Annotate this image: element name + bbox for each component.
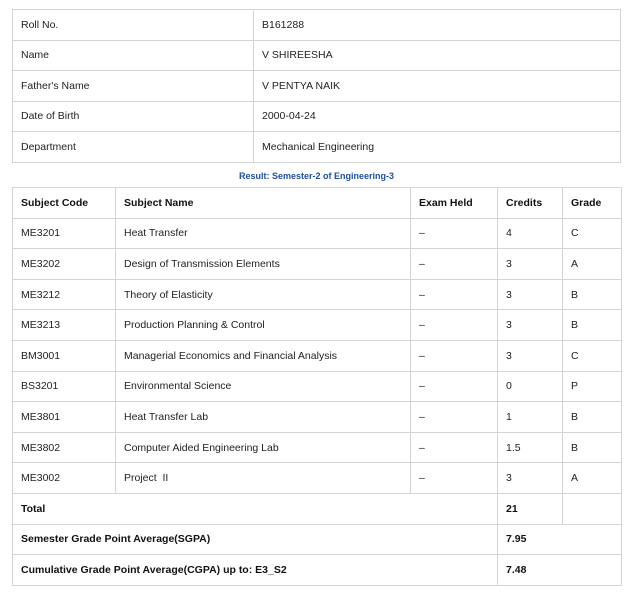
student-row-roll-no	[13, 10, 621, 41]
credits: 0	[498, 371, 563, 402]
credits: 3	[498, 463, 563, 494]
subject-name: Environmental Science	[116, 371, 411, 402]
father-name-label: Father's Name	[13, 71, 254, 102]
cgpa-label: Cumulative Grade Point Average(CGPA) up to: E3_S2	[13, 555, 498, 586]
grade: C	[563, 340, 622, 371]
student-row-department	[13, 132, 621, 163]
student-row-dob	[13, 101, 621, 132]
student-row-name	[13, 40, 621, 71]
credits: 4	[498, 218, 563, 249]
subject-code: ME3201	[13, 218, 116, 249]
grade: B	[563, 310, 622, 341]
header-grade: Grade	[563, 188, 622, 219]
subject-name: Design of Transmission Elements	[116, 249, 411, 280]
grade: B	[563, 432, 622, 463]
subject-name: Heat Transfer Lab	[116, 402, 411, 433]
grade: A	[563, 463, 622, 494]
subject-code: ME3213	[13, 310, 116, 341]
credits: 1	[498, 402, 563, 433]
header-credits: Credits	[498, 188, 563, 219]
marks-header-row	[13, 188, 622, 219]
grade: P	[563, 371, 622, 402]
table-row	[13, 310, 622, 341]
cgpa-value: 7.48	[498, 555, 622, 586]
exam-held: –	[411, 218, 498, 249]
subject-code: ME3202	[13, 249, 116, 280]
sgpa-row	[13, 524, 622, 555]
header-subject-code: Subject Code	[13, 188, 116, 219]
subject-code: ME3002	[13, 463, 116, 494]
total-label: Total	[13, 493, 498, 524]
grade: C	[563, 218, 622, 249]
subject-code: BM3001	[13, 340, 116, 371]
subject-name: Theory of Elasticity	[116, 279, 411, 310]
header-exam-held: Exam Held	[411, 188, 498, 219]
grade: A	[563, 249, 622, 280]
total-row	[13, 493, 622, 524]
exam-held: –	[411, 279, 498, 310]
credits: 3	[498, 249, 563, 280]
subject-code: ME3212	[13, 279, 116, 310]
table-row	[13, 279, 622, 310]
cgpa-row	[13, 555, 622, 586]
exam-held: –	[411, 340, 498, 371]
father-name-value: V PENTYA NAIK	[254, 71, 621, 102]
table-row	[13, 432, 622, 463]
table-row	[13, 218, 622, 249]
dob-label: Date of Birth	[13, 101, 254, 132]
exam-held: –	[411, 463, 498, 494]
table-row	[13, 249, 622, 280]
subject-name: Computer Aided Engineering Lab	[116, 432, 411, 463]
grade: B	[563, 279, 622, 310]
grade: B	[563, 402, 622, 433]
credits: 3	[498, 310, 563, 341]
subject-name: Heat Transfer	[116, 218, 411, 249]
subject-name: Managerial Economics and Financial Analysis	[116, 340, 411, 371]
subject-code: ME3802	[13, 432, 116, 463]
student-details-table	[12, 9, 621, 163]
table-row	[13, 463, 622, 494]
exam-held: –	[411, 310, 498, 341]
table-row	[13, 340, 622, 371]
name-label: Name	[13, 40, 254, 71]
department-value: Mechanical Engineering	[254, 132, 621, 163]
total-credits: 21	[498, 493, 563, 524]
student-row-father-name	[13, 71, 621, 102]
name-value: V SHIREESHA	[254, 40, 621, 71]
subject-code: BS3201	[13, 371, 116, 402]
table-row	[13, 371, 622, 402]
department-label: Department	[13, 132, 254, 163]
sgpa-value: 7.95	[498, 524, 622, 555]
exam-held: –	[411, 249, 498, 280]
credits: 3	[498, 340, 563, 371]
subject-name: Project II	[116, 463, 411, 494]
marks-table	[12, 187, 622, 586]
dob-value: 2000-04-24	[254, 101, 621, 132]
exam-held: –	[411, 432, 498, 463]
subject-name: Production Planning & Control	[116, 310, 411, 341]
result-caption: Result: Semester-2 of Engineering-3	[238, 171, 395, 181]
credits: 1.5	[498, 432, 563, 463]
exam-held: –	[411, 371, 498, 402]
credits: 3	[498, 279, 563, 310]
subject-code: ME3801	[13, 402, 116, 433]
sgpa-label: Semester Grade Point Average(SGPA)	[13, 524, 498, 555]
total-grade-empty	[563, 493, 622, 524]
roll-no-value: B161288	[254, 10, 621, 41]
exam-held: –	[411, 402, 498, 433]
table-row	[13, 402, 622, 433]
roll-no-label: Roll No.	[13, 10, 254, 41]
header-subject-name: Subject Name	[116, 188, 411, 219]
